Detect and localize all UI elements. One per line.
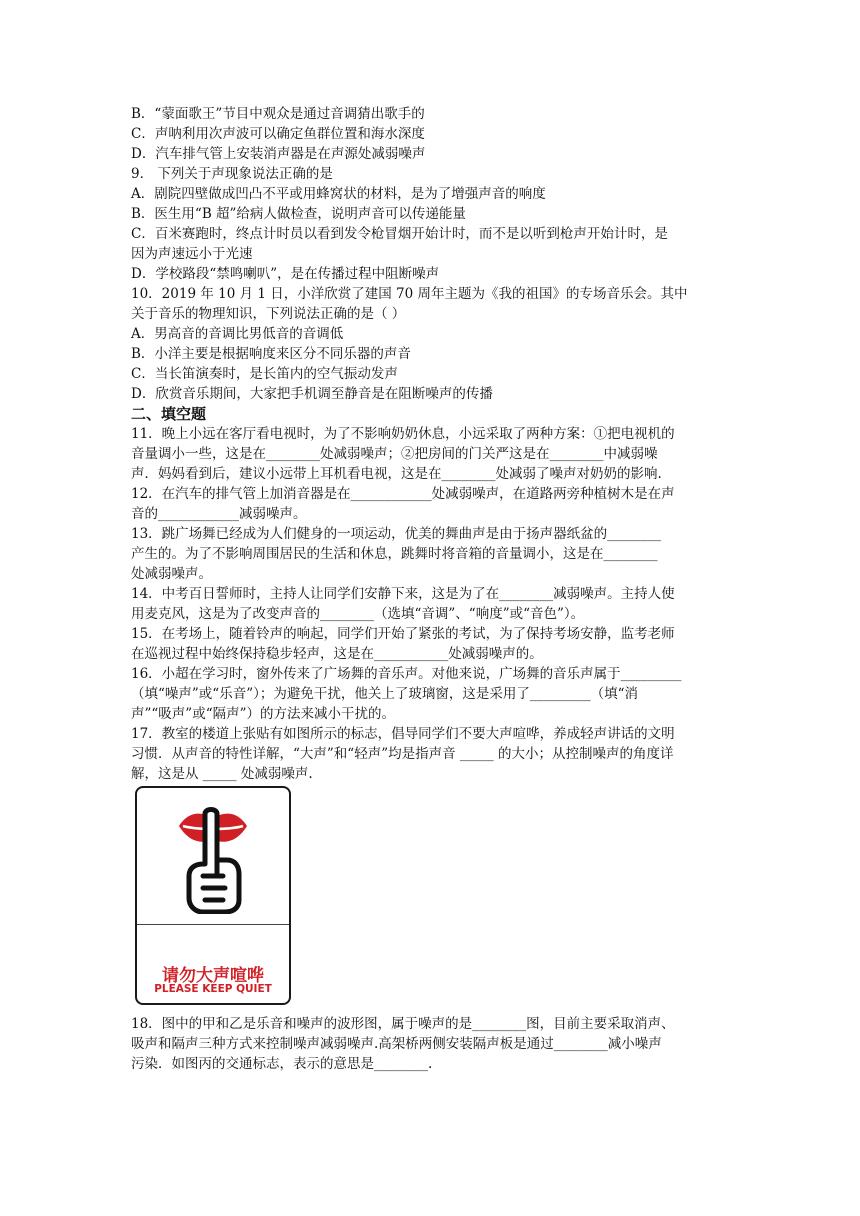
- question-line: 11．晚上小远在客厅看电视时，为了不影响奶奶休息，小远采取了两种方案：①把电视机的: [131, 426, 675, 442]
- question-line: 10．2019 年 10 月 1 日，小洋欣赏了建国 70 周年主题为《我的祖国》的专场音乐会。其中: [131, 286, 688, 302]
- question-line: 音的____________减弱噪声。: [131, 506, 307, 522]
- question-line: 处减弱噪声。: [131, 566, 212, 582]
- question-line: 17．教室的楼道上张贴有如图所示的标志，倡导同学们不要大声喧哗，养成轻声讲话的文明: [131, 726, 675, 742]
- question-line: 关于音乐的物理知识，下列说法正确的是（ ）: [131, 306, 406, 322]
- option-line: C．声呐利用次声波可以确定鱼群位置和海水深度: [131, 126, 425, 142]
- question-line: 产生的。为了不影响周围居民的生活和休息，跳舞时将音箱的音量调小，这是在________: [131, 546, 658, 562]
- question-line: 12．在汽车的排气管上加消音器是在____________处减弱噪声，在道路两旁种植树木是在声: [131, 486, 675, 502]
- question-line: 污染．如图丙的交通标志，表示的意思是________.: [131, 1056, 433, 1072]
- question-line: 声．妈妈看到后，建议小远带上耳机看电视，这是在________处减弱了噪声对奶奶的影响.: [131, 466, 662, 482]
- option-line: A．剧院四壁做成凹凸不平或用蜂窝状的材料，是为了增强声音的响度: [131, 186, 546, 202]
- sign-divider: [137, 924, 289, 925]
- option-line: D．汽车排气管上安装消声器是在声源处减弱噪声: [131, 146, 426, 162]
- silence-finger-lips-icon: [175, 804, 251, 914]
- question-line: 解，这是从 _____ 处减弱噪声.: [131, 766, 313, 782]
- option-line: 因为声速远小于光速: [131, 246, 253, 262]
- question-line: 在巡视过程中始终保持稳步轻声，这是在___________处减弱噪声的。: [131, 646, 543, 662]
- question-line: 14．中考百日誓师时，主持人让同学们安静下来，这是为了在________减弱噪声。主持人使: [131, 586, 675, 602]
- question-line: 习惯．从声音的特性详解，“大声”和“轻声”均是指声音 _____ 的大小；从控制噪声的角度详: [131, 746, 674, 762]
- question-line: 15．在考场上，随着铃声的响起，同学们开始了紧张的考试，为了保持考场安静，监考老师: [131, 626, 675, 642]
- sign-chinese-text: 请勿大声喧哗: [162, 966, 264, 986]
- option-line: B．“蒙面歌王”节目中观众是通过音调猜出歌手的: [131, 106, 425, 122]
- question-line: 用麦克风，这是为了改变声音的________（选填“音调”、“响度”或“音色”）。: [131, 606, 585, 622]
- option-line: D．欣赏音乐期间，大家把手机调至静音是在阻断噪声的传播: [131, 386, 493, 402]
- question-line: （填“噪声”或“乐音”）；为避免干扰，他关上了玻璃窗，这是采用了_________（填“消: [131, 686, 639, 702]
- option-line: D．学校路段“禁鸣喇叭”，是在传播过程中阻断噪声: [131, 266, 440, 282]
- question-line: 16．小超在学习时，窗外传来了广场舞的音乐声。对他来说，广场舞的音乐声属于_________: [131, 666, 682, 682]
- keep-quiet-sign: [135, 786, 291, 1005]
- question-line: 9． 下列关于声现象说法正确的是: [131, 166, 333, 182]
- option-line: B．小洋主要是根据响度来区分不同乐器的声音: [131, 346, 411, 362]
- sign-english-text: PLEASE KEEP QUIET: [154, 983, 272, 995]
- question-line: 音量调小一些，这是在________处减弱噪声；②把房间的门关严这是在________中减弱噪: [131, 446, 658, 462]
- option-line: A．男高音的音调比男低音的音调低: [131, 326, 344, 342]
- section-title: 二、填空题: [131, 405, 207, 423]
- question-line: 18．图中的甲和乙是乐音和噪声的波形图，属于噪声的是________图，目前主要采取消声、: [131, 1016, 675, 1032]
- question-line: 声”“吸声”或“隔声”）的方法来减小干扰的。: [131, 706, 396, 722]
- option-line: C．当长笛演奏时，是长笛内的空气振动发声: [131, 366, 398, 382]
- option-line: C．百米赛跑时，终点计时员以看到发令枪冒烟开始计时，而不是以听到枪声开始计时，是: [131, 226, 668, 242]
- option-line: B．医生用“B 超”给病人做检查，说明声音可以传递能量: [131, 206, 466, 222]
- question-line: 吸声和隔声三种方式来控制噪声减弱噪声.高架桥两侧安装隔声板是通过________减小噪声: [131, 1036, 662, 1052]
- question-line: 13．跳广场舞已经成为人们健身的一项运动，优美的舞曲声是由于扬声器纸盆的________: [131, 526, 662, 542]
